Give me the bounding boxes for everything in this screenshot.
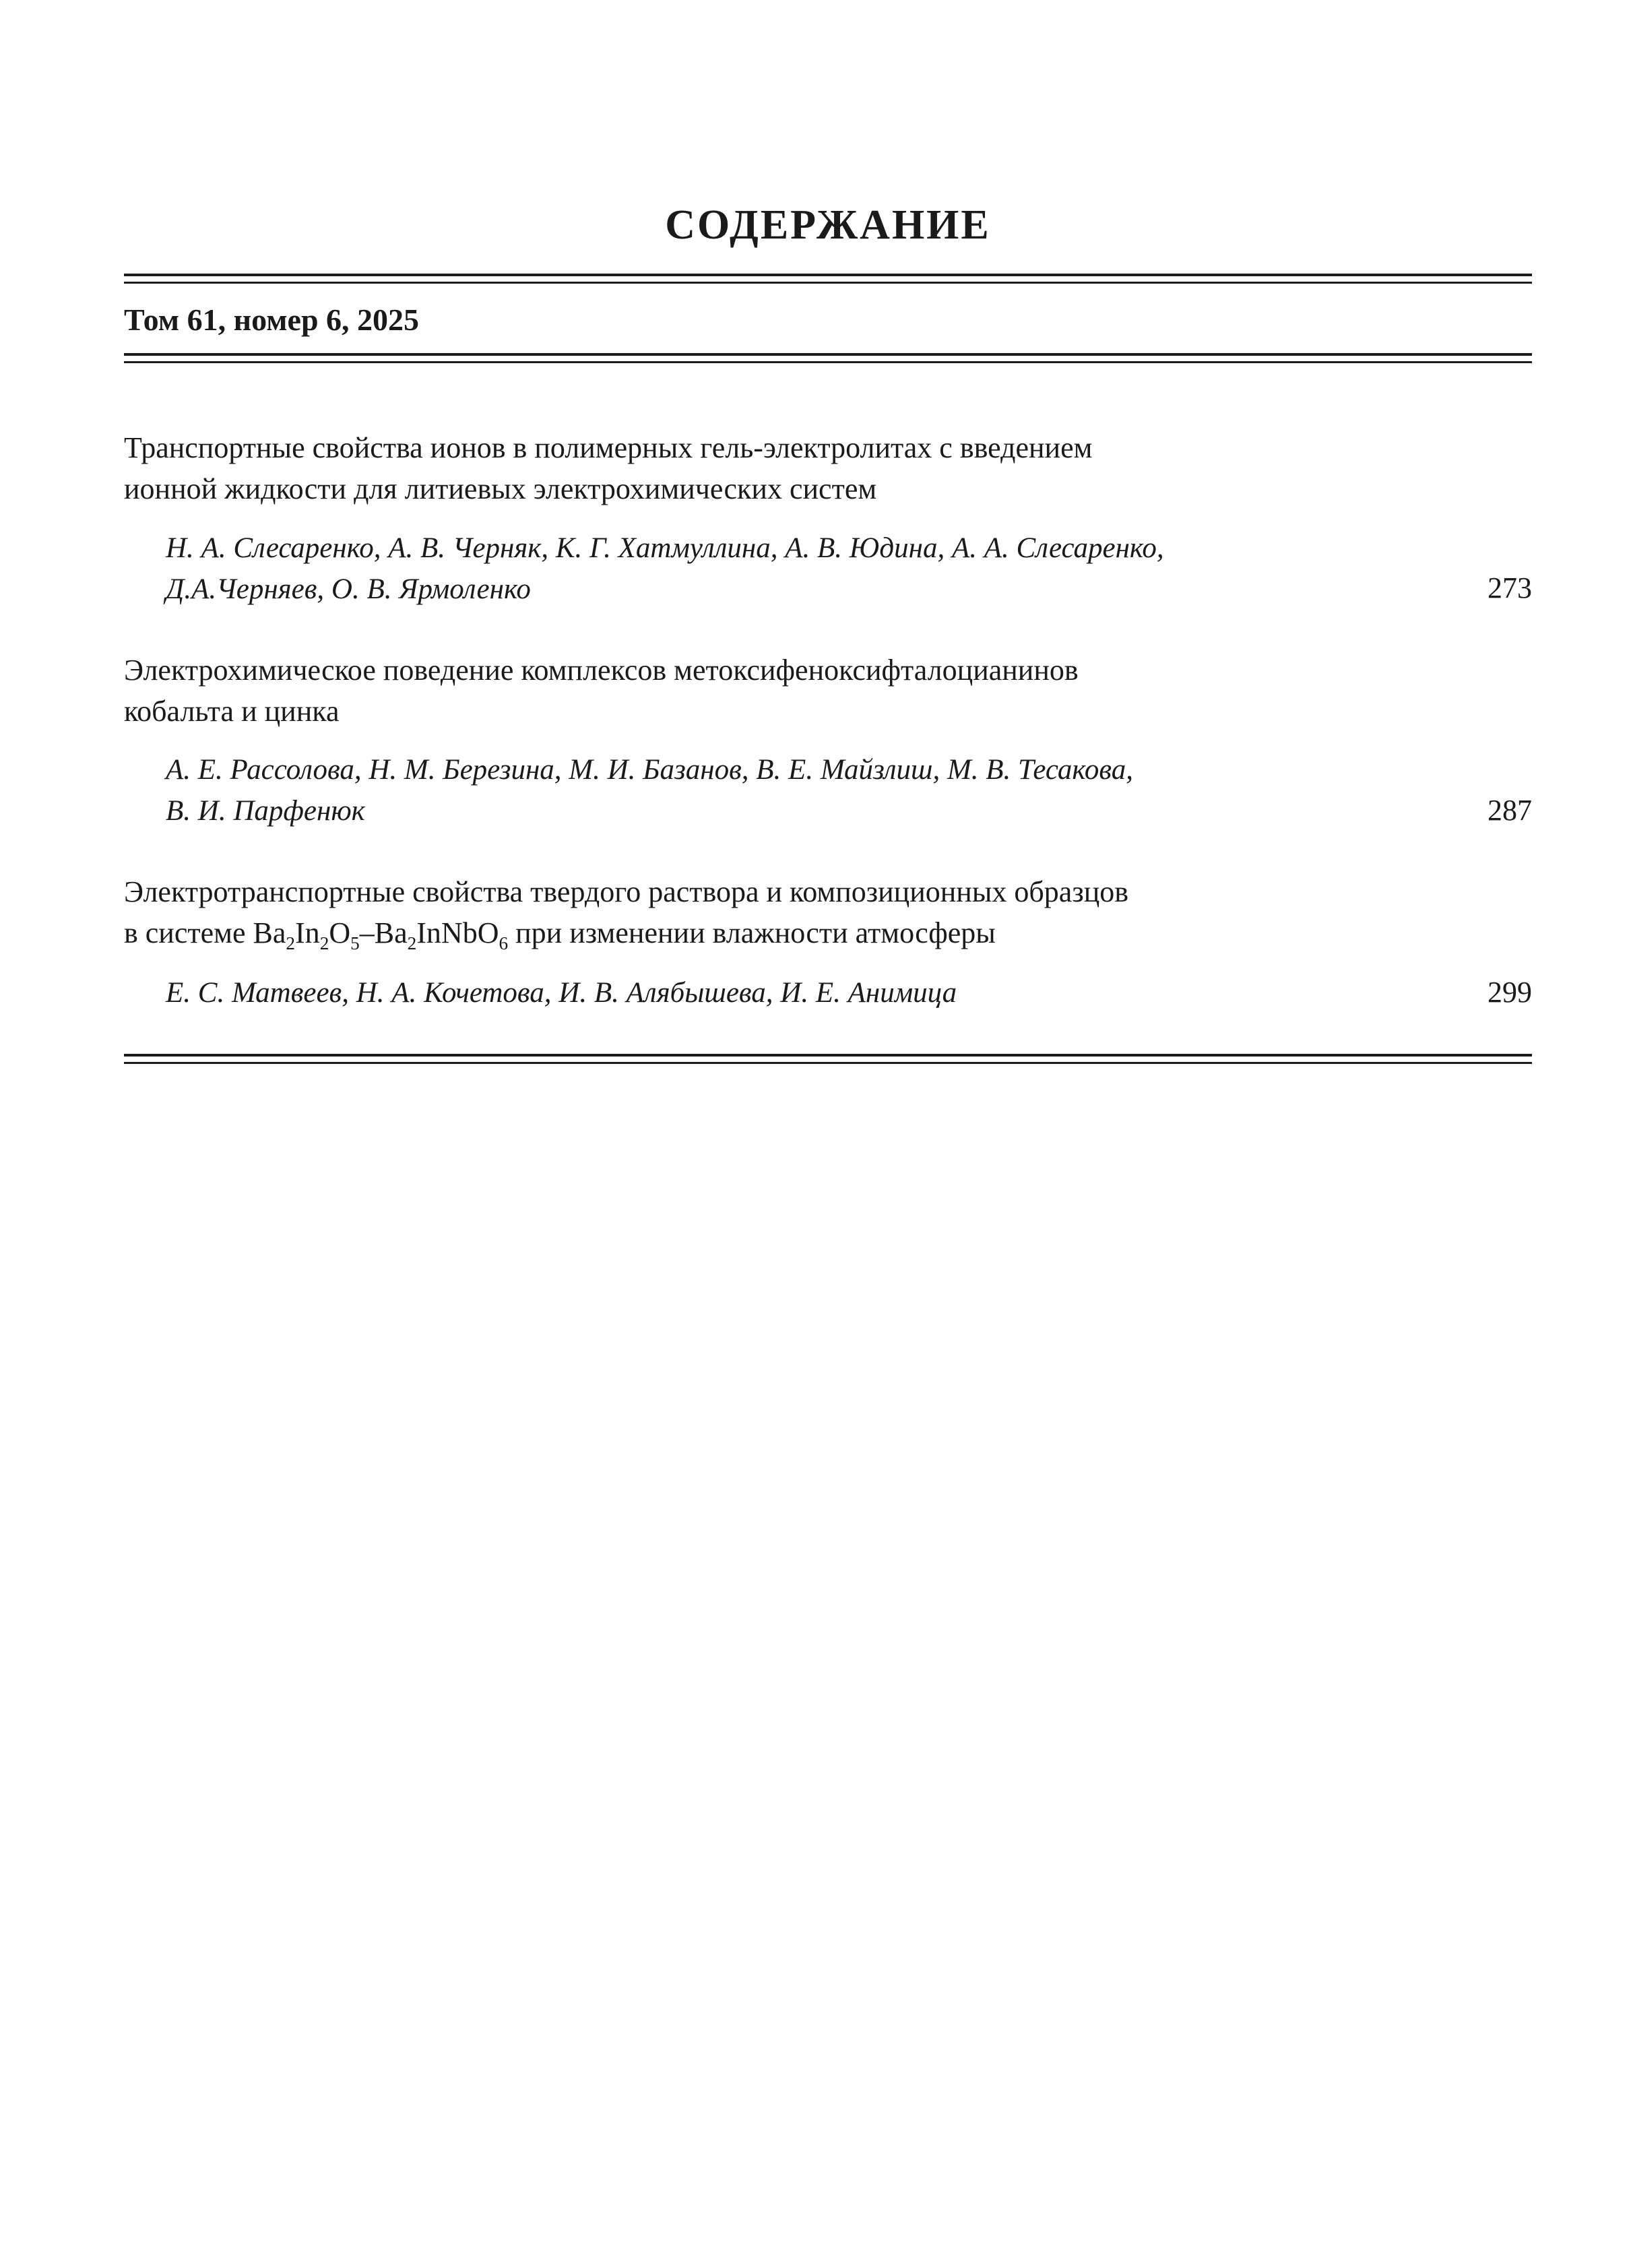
entry-byline: [124, 528, 1532, 610]
toc-entries: [124, 428, 1532, 1013]
toc-page: [0, 0, 1631, 1064]
entry-byline: [124, 749, 1532, 831]
entry-authors: А. Е. Рассолова, Н. М. Березина, М. И. Базанов, В. Е. Майзлиш, М. В. Тесакова, В. И. Парфенюк: [166, 754, 1133, 827]
page-title: СОДЕРЖАНИЕ: [665, 202, 991, 248]
entry-title: Электрохимическое поведение комплексов метоксифеноксифталоцианинов кобальта и цинка: [124, 653, 1079, 728]
entry-page-number: 273: [1488, 571, 1532, 605]
divider-double-issue: [124, 353, 1532, 363]
entry-byline: [124, 972, 1532, 1013]
entry-title: Транспортные свойства ионов в полимерных гель-электролитах с введением ионной жидкости для литиевых электрохимических систем: [124, 431, 1093, 506]
entry-page-number: 287: [1488, 793, 1532, 827]
entry-authors: Н. А. Слесаренко, А. В. Черняк, К. Г. Хатмуллина, А. В. Юдина, А. А. Слесаренко, Д.А.Черняев, О. В. Ярмоленко: [166, 532, 1164, 605]
divider-double-top: [124, 274, 1532, 284]
issue-label: Том 61, номер 6, 2025: [124, 303, 420, 338]
divider-double-bottom: [124, 1054, 1532, 1064]
toc-entry: [124, 428, 1532, 610]
entry-authors: Е. С. Матвеев, Н. А. Кочетова, И. В. Алябышева, И. Е. Анимица: [166, 977, 957, 1009]
entry-page-number: 299: [1488, 975, 1532, 1009]
entry-title: Электротранспортные свойства твердого раствора и композиционных образцов в системе $Ba_2In_2O_5-Ba_2InNbO_6$ при изменении влажности атмосферы: [124, 875, 1129, 953]
toc-entry: [124, 872, 1532, 1013]
toc-entry: [124, 650, 1532, 832]
